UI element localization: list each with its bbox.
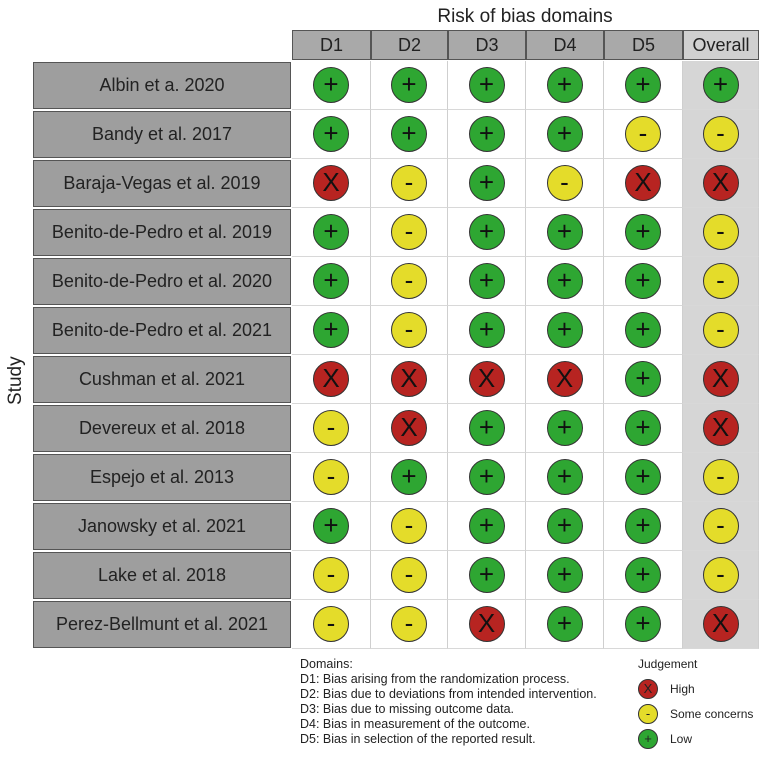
- judgement-some-marker: -: [313, 410, 349, 446]
- judgement-some-marker: -: [391, 606, 427, 642]
- judgement-cell: [292, 355, 371, 404]
- judgement-low-marker: +: [313, 508, 349, 544]
- judgement-cell: [371, 502, 448, 551]
- judgement-cell: [526, 110, 604, 159]
- study-label: Cushman et al. 2021: [33, 356, 291, 403]
- judgement-cell: [448, 502, 526, 551]
- judgement-low-marker: +: [547, 557, 583, 593]
- judgement-low-marker: +: [625, 214, 661, 250]
- judgement-cell: [371, 600, 448, 649]
- domain-legend-item: D2: Bias due to deviations from intended intervention.: [300, 687, 597, 701]
- judgement-high-marker: X: [703, 410, 739, 446]
- judgement-high-marker: X: [313, 361, 349, 397]
- judgement-cell: [292, 159, 371, 208]
- judgement-some-marker: -: [313, 459, 349, 495]
- judgement-legend-label: High: [670, 682, 695, 696]
- judgement-cell: [683, 257, 759, 306]
- judgement-cell: [448, 257, 526, 306]
- chart-title: Risk of bias domains: [437, 6, 613, 27]
- judgement-cell: [683, 453, 759, 502]
- judgement-low-marker: +: [547, 263, 583, 299]
- study-label: Perez-Bellmunt et al. 2021: [33, 601, 291, 648]
- judgement-high-marker: X: [469, 606, 505, 642]
- judgement-cell: [371, 110, 448, 159]
- judgement-low-marker: +: [625, 557, 661, 593]
- judgement-cell: [371, 453, 448, 502]
- judgement-low-marker: +: [547, 606, 583, 642]
- domain-header-overall: Overall: [683, 30, 759, 60]
- judgement-low-marker: +: [625, 410, 661, 446]
- judgement-low-marker: +: [469, 214, 505, 250]
- judgement-low-marker: +: [391, 459, 427, 495]
- judgement-cell: [604, 551, 683, 600]
- judgement-cell: [604, 159, 683, 208]
- study-label: Benito-de-Pedro et al. 2021: [33, 307, 291, 354]
- judgement-cell: [604, 208, 683, 257]
- study-label: Bandy et al. 2017: [33, 111, 291, 158]
- judgement-low-marker: +: [469, 116, 505, 152]
- judgement-cell: [448, 600, 526, 649]
- judgement-cell: [526, 306, 604, 355]
- judgement-cell: [448, 355, 526, 404]
- judgement-low-marker: +: [469, 459, 505, 495]
- judgement-legend-item: [638, 679, 697, 704]
- study-label: Janowsky et al. 2021: [33, 503, 291, 550]
- judgement-cell: [683, 502, 759, 551]
- judgement-cell: [292, 208, 371, 257]
- judgement-low-marker: +: [625, 459, 661, 495]
- judgement-cell: [604, 502, 683, 551]
- judgement-cell: [604, 110, 683, 159]
- judgement-cell: [371, 257, 448, 306]
- judgement-low-marker: +: [625, 606, 661, 642]
- judgement-high-marker: X: [703, 606, 739, 642]
- judgement-high-marker: X: [469, 361, 505, 397]
- judgement-some-marker: -: [313, 557, 349, 593]
- study-label: Albin et a. 2020: [33, 62, 291, 109]
- judgement-low-marker: +: [625, 508, 661, 544]
- judgement-low-marker: +: [469, 410, 505, 446]
- judgement-low-marker: +: [625, 67, 661, 103]
- judgement-cell: [448, 306, 526, 355]
- judgement-legend-item: [638, 729, 697, 754]
- domain-header-d4: D4: [526, 30, 604, 60]
- judgement-cell: [526, 551, 604, 600]
- domain-legend-heading: Domains:: [300, 657, 353, 671]
- judgement-cell: [292, 600, 371, 649]
- judgement-cell: [371, 208, 448, 257]
- judgement-cell: [604, 306, 683, 355]
- judgement-legend-label: Some concerns: [670, 707, 754, 721]
- judgement-cell: [526, 61, 604, 110]
- judgement-cell: [371, 355, 448, 404]
- judgement-cell: [683, 306, 759, 355]
- domain-header-d1: D1: [292, 30, 371, 60]
- judgement-cell: [448, 453, 526, 502]
- judgement-some-marker: -: [703, 263, 739, 299]
- judgement-legend-item: [638, 704, 754, 729]
- judgement-low-marker: +: [547, 508, 583, 544]
- judgement-cell: [683, 355, 759, 404]
- judgement-cell: [292, 110, 371, 159]
- judgement-some-marker: -: [313, 606, 349, 642]
- judgement-cell: [448, 208, 526, 257]
- judgement-some-marker: -: [391, 214, 427, 250]
- judgement-some-marker: -: [391, 557, 427, 593]
- judgement-some-legend-marker: -: [638, 704, 658, 724]
- judgement-cell: [526, 208, 604, 257]
- judgement-cell: [526, 502, 604, 551]
- judgement-low-marker: +: [469, 312, 505, 348]
- judgement-cell: [292, 257, 371, 306]
- judgement-low-marker: +: [547, 67, 583, 103]
- judgement-cell: [683, 61, 759, 110]
- judgement-cell: [448, 551, 526, 600]
- judgement-cell: [292, 61, 371, 110]
- judgement-cell: [683, 110, 759, 159]
- judgement-some-marker: -: [703, 312, 739, 348]
- study-label: Benito-de-Pedro et al. 2019: [33, 209, 291, 256]
- judgement-cell: [292, 551, 371, 600]
- judgement-some-marker: -: [391, 165, 427, 201]
- judgement-cell: [683, 404, 759, 453]
- judgement-cell: [604, 257, 683, 306]
- judgement-low-marker: +: [703, 67, 739, 103]
- judgement-some-marker: -: [703, 214, 739, 250]
- judgement-cell: [526, 453, 604, 502]
- judgement-low-legend-marker: +: [638, 729, 658, 749]
- judgement-cell: [371, 306, 448, 355]
- judgement-low-marker: +: [469, 165, 505, 201]
- judgement-cell: [683, 159, 759, 208]
- judgement-cell: [292, 306, 371, 355]
- judgement-high-marker: X: [703, 165, 739, 201]
- judgement-cell: [448, 159, 526, 208]
- judgement-low-marker: +: [313, 67, 349, 103]
- judgement-cell: [448, 110, 526, 159]
- judgement-cell: [526, 355, 604, 404]
- judgement-low-marker: +: [625, 263, 661, 299]
- domain-legend: [300, 657, 597, 747]
- judgement-low-marker: +: [625, 312, 661, 348]
- judgement-low-marker: +: [313, 263, 349, 299]
- judgement-cell: [292, 404, 371, 453]
- study-label: Lake et al. 2018: [33, 552, 291, 599]
- judgement-low-marker: +: [469, 263, 505, 299]
- judgement-some-marker: -: [625, 116, 661, 152]
- judgement-some-marker: -: [391, 508, 427, 544]
- judgement-low-marker: +: [547, 312, 583, 348]
- judgement-cell: [683, 600, 759, 649]
- judgement-some-marker: -: [391, 263, 427, 299]
- judgement-cell: [371, 61, 448, 110]
- judgement-cell: [604, 600, 683, 649]
- judgement-cell: [292, 453, 371, 502]
- judgement-low-marker: +: [469, 67, 505, 103]
- judgement-low-marker: +: [391, 116, 427, 152]
- judgement-low-marker: +: [547, 214, 583, 250]
- y-axis-label: Study: [5, 356, 26, 405]
- judgement-cell: [371, 159, 448, 208]
- judgement-some-marker: -: [703, 508, 739, 544]
- judgement-low-marker: +: [313, 312, 349, 348]
- judgement-some-marker: -: [703, 459, 739, 495]
- judgement-some-marker: -: [391, 312, 427, 348]
- judgement-some-marker: -: [703, 557, 739, 593]
- judgement-low-marker: +: [313, 214, 349, 250]
- judgement-low-marker: +: [625, 361, 661, 397]
- judgement-legend-label: Low: [670, 732, 693, 746]
- judgement-cell: [604, 453, 683, 502]
- judgement-cell: [371, 404, 448, 453]
- judgement-cell: [448, 61, 526, 110]
- judgement-high-marker: X: [547, 361, 583, 397]
- judgement-high-marker: X: [313, 165, 349, 201]
- judgement-cell: [604, 355, 683, 404]
- judgement-cell: [526, 404, 604, 453]
- judgement-cell: [526, 257, 604, 306]
- study-label: Espejo et al. 2013: [33, 454, 291, 501]
- judgement-high-marker: X: [391, 410, 427, 446]
- judgement-high-marker: X: [625, 165, 661, 201]
- domain-legend-item: D5: Bias in selection of the reported result.: [300, 732, 536, 746]
- judgement-high-marker: X: [391, 361, 427, 397]
- judgement-cell: [683, 208, 759, 257]
- judgement-low-marker: +: [547, 410, 583, 446]
- judgement-some-marker: -: [547, 165, 583, 201]
- judgement-high-legend-marker: X: [638, 679, 658, 699]
- judgement-cell: [683, 551, 759, 600]
- judgement-high-marker: X: [703, 361, 739, 397]
- judgement-low-marker: +: [313, 116, 349, 152]
- judgement-cell: [604, 404, 683, 453]
- domain-header-d2: D2: [371, 30, 448, 60]
- judgement-low-marker: +: [391, 67, 427, 103]
- study-label: Benito-de-Pedro et al. 2020: [33, 258, 291, 305]
- judgement-cell: [448, 404, 526, 453]
- study-label: Baraja-Vegas et al. 2019: [33, 160, 291, 207]
- judgement-cell: [526, 600, 604, 649]
- judgement-low-marker: +: [469, 508, 505, 544]
- judgement-some-marker: -: [703, 116, 739, 152]
- judgement-low-marker: +: [469, 557, 505, 593]
- domain-legend-item: D3: Bias due to missing outcome data.: [300, 702, 515, 716]
- domain-legend-item: D4: Bias in measurement of the outcome.: [300, 717, 530, 731]
- domain-header-d3: D3: [448, 30, 526, 60]
- domain-legend-item: D1: Bias arising from the randomization process.: [300, 672, 570, 686]
- judgement-legend-heading: Judgement: [638, 657, 698, 671]
- judgement-low-marker: +: [547, 459, 583, 495]
- judgement-low-marker: +: [547, 116, 583, 152]
- judgement-legend: [638, 657, 754, 754]
- judgement-cell: [526, 159, 604, 208]
- study-label: Devereux et al. 2018: [33, 405, 291, 452]
- judgement-cell: [604, 61, 683, 110]
- judgement-cell: [292, 502, 371, 551]
- domain-header-d5: D5: [604, 30, 683, 60]
- judgement-cell: [371, 551, 448, 600]
